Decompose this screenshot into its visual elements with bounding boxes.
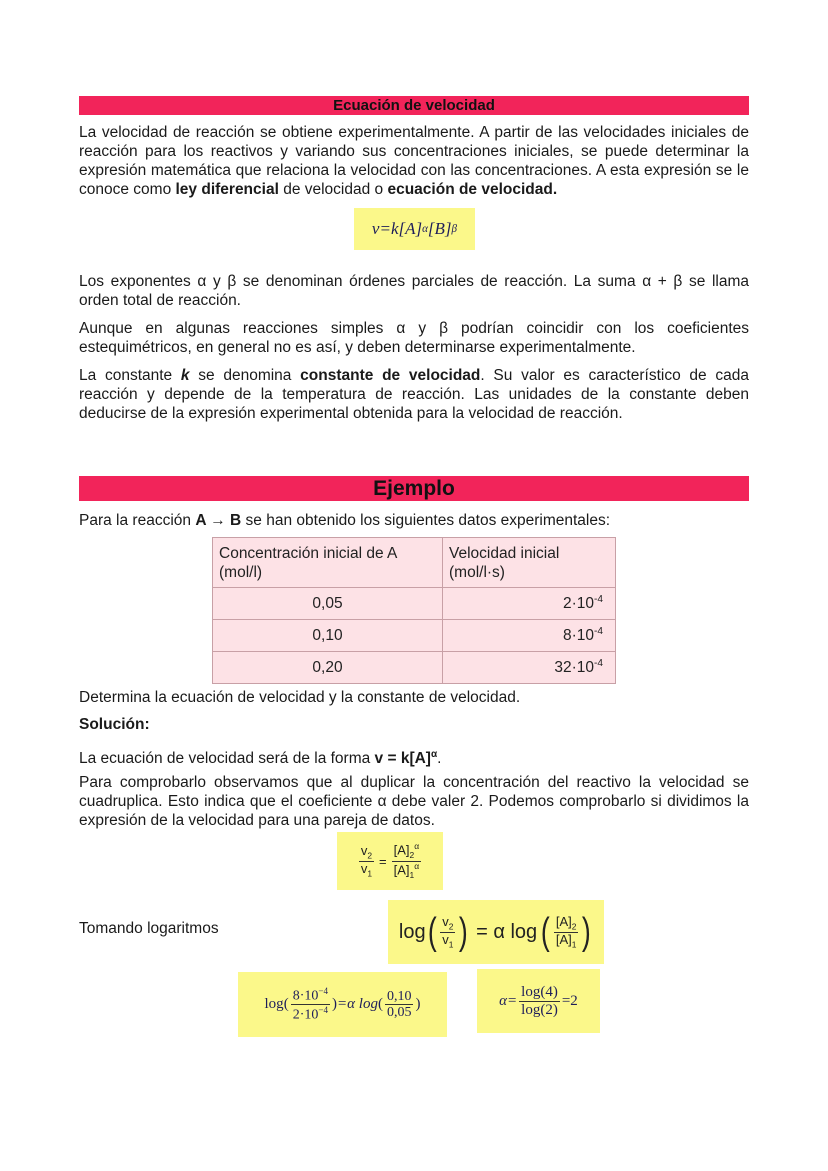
table-row: 0,20 $32\cdot 10^{-4}$ [213, 652, 616, 684]
alpha-result-formula: α= $\frac{\log(4)}{\log(2)}$ =2 [477, 969, 600, 1033]
simple-reactions-paragraph: Aunque en algunas reacciones simples α y β podrían coincidir con los coeficientes estequimétricos, en general no es así, y deben determinarse experimentalmente. [79, 320, 749, 356]
table-header-row [213, 538, 616, 588]
section-heading: Ecuación de velocidad [333, 97, 495, 114]
section-heading-band [79, 96, 749, 115]
header-concentration: Concentración inicial de A (mol/l) [213, 538, 443, 588]
rate-law-formula: v=k [A] α [B] β [354, 208, 475, 250]
log-label: Tomando logaritmos [79, 920, 219, 937]
numeric-log-formula: log ( $\frac{8\cdot 10^{-4}}{2\cdot 10^{-4}}$ ) =α log ( $\frac{0,10}{0,05}$ ) [238, 972, 447, 1037]
example-heading: Ejemplo [373, 477, 455, 500]
intro-paragraph: La velocidad de reacción se obtiene experimentalmente. A partir de las velocidades iniciales de reacción para los reactivos y variando sus concentraciones iniciales, se puede determinar la expresión matemática que relaciona la velocidad con las concentraciones. A esta expresión se le conoce como ley diferencial de velocidad o ecuación de velocidad. [79, 124, 749, 198]
exponents-paragraph: Los exponentes α y β se denominan órdenes parciales de reacción. La suma α + β se llama orden total de reacción. [79, 273, 749, 309]
task-text: Determina la ecuación de velocidad y la constante de velocidad. [79, 689, 521, 706]
table-row: 0,05 $2\cdot 10^{-4}$ [213, 588, 616, 620]
term-ecuacion-velocidad: ecuación de velocidad. [387, 181, 558, 198]
example-heading-band [79, 476, 749, 501]
log-formula: log ( $\frac{v_2}{v_1}$ ) = α log ( $\frac{[A]_2}{[A]_1}$ ) [388, 900, 604, 964]
header-rate: Velocidad inicial (mol/l·s) [443, 538, 616, 588]
data-table [212, 537, 616, 684]
check-paragraph: Para comprobarlo observamos que al duplicar la concentración del reactivo la velocidad se cuadruplica. Esto indica que el coeficiente α debe valer 2. Podemos comprobarlo si dividimos la expresión de la velocidad para una pareja de datos. [79, 774, 749, 829]
example-intro: Para la reacción A → B se han obtenido los siguientes datos experimentales: [79, 512, 611, 529]
ratio-formula: $\frac{v_2}{v_1}$ = $\frac{[A]_2^\alpha}{[A]_1^\alpha}$ [337, 832, 443, 890]
term-ley-diferencial: ley diferencial [175, 181, 279, 198]
constant-paragraph: La constante k se denomina constante de velocidad. Su valor es característico de cada reacción y depende de la temperatura de reacción. Las unidades de la constante deben deducirse de la expresión experimental obtenida para la velocidad de reacción. [79, 367, 749, 422]
table-row: 0,10 $8\cdot 10^{-4}$ [213, 620, 616, 652]
solution-label: Solución: [79, 716, 150, 733]
rate-form-text: La ecuación de velocidad será de la forma $v = k[A]^\alpha$. [79, 749, 442, 768]
